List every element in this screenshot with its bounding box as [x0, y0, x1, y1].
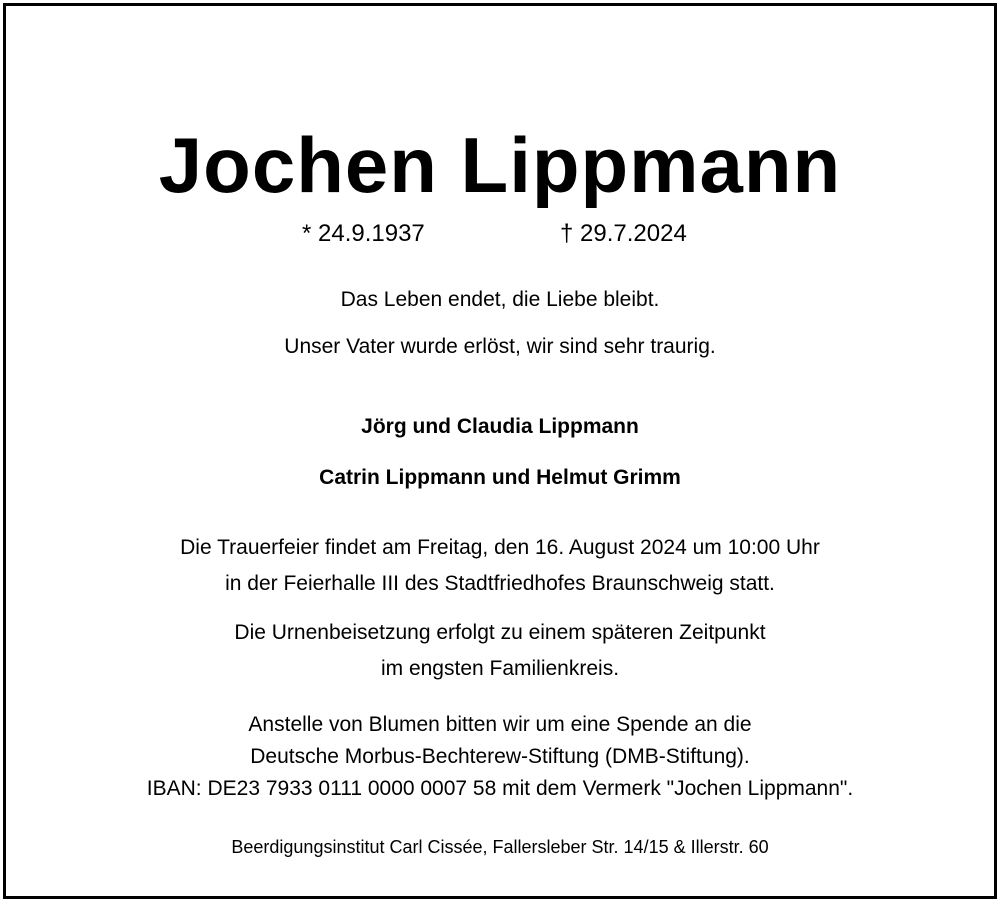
donation-line-3: IBAN: DE23 7933 0111 0000 0007 58 mit dem Vermerk "Jochen Lippmann".: [146, 777, 854, 800]
burial-line-1: Die Urnenbeisetzung erfolgt zu einem späteren Zeitpunkt: [234, 621, 766, 644]
mourner-line-2: Catrin Lippmann und Helmut Grimm: [319, 466, 681, 489]
birth-date: * 24.9.1937: [302, 220, 425, 247]
ceremony-line-2: in der Feierhalle III des Stadtfriedhofes Braunschweig statt.: [225, 572, 775, 595]
death-date: † 29.7.2024: [560, 220, 687, 247]
mourner-line-1: Jörg und Claudia Lippmann: [361, 415, 639, 438]
donation-line-1: Anstelle von Blumen bitten wir um eine Spende an die: [248, 713, 752, 736]
quote-line-2: Unser Vater wurde erlöst, wir sind sehr traurig.: [284, 335, 716, 358]
life-dates: [0, 220, 1000, 250]
undertaker-line: Beerdigungsinstitut Carl Cissée, Fallersleber Str. 14/15 & Illerstr. 60: [231, 837, 769, 857]
donation-line-2: Deutsche Morbus-Bechterew-Stiftung (DMB-Stiftung).: [250, 745, 750, 768]
quote-line-1: Das Leben endet, die Liebe bleibt.: [340, 288, 660, 311]
ceremony-line-1: Die Trauerfeier findet am Freitag, den 16. August 2024 um 10:00 Uhr: [180, 536, 820, 559]
burial-line-2: im engsten Familienkreis.: [380, 657, 620, 680]
deceased-name: Jochen Lippmann: [158, 121, 842, 209]
